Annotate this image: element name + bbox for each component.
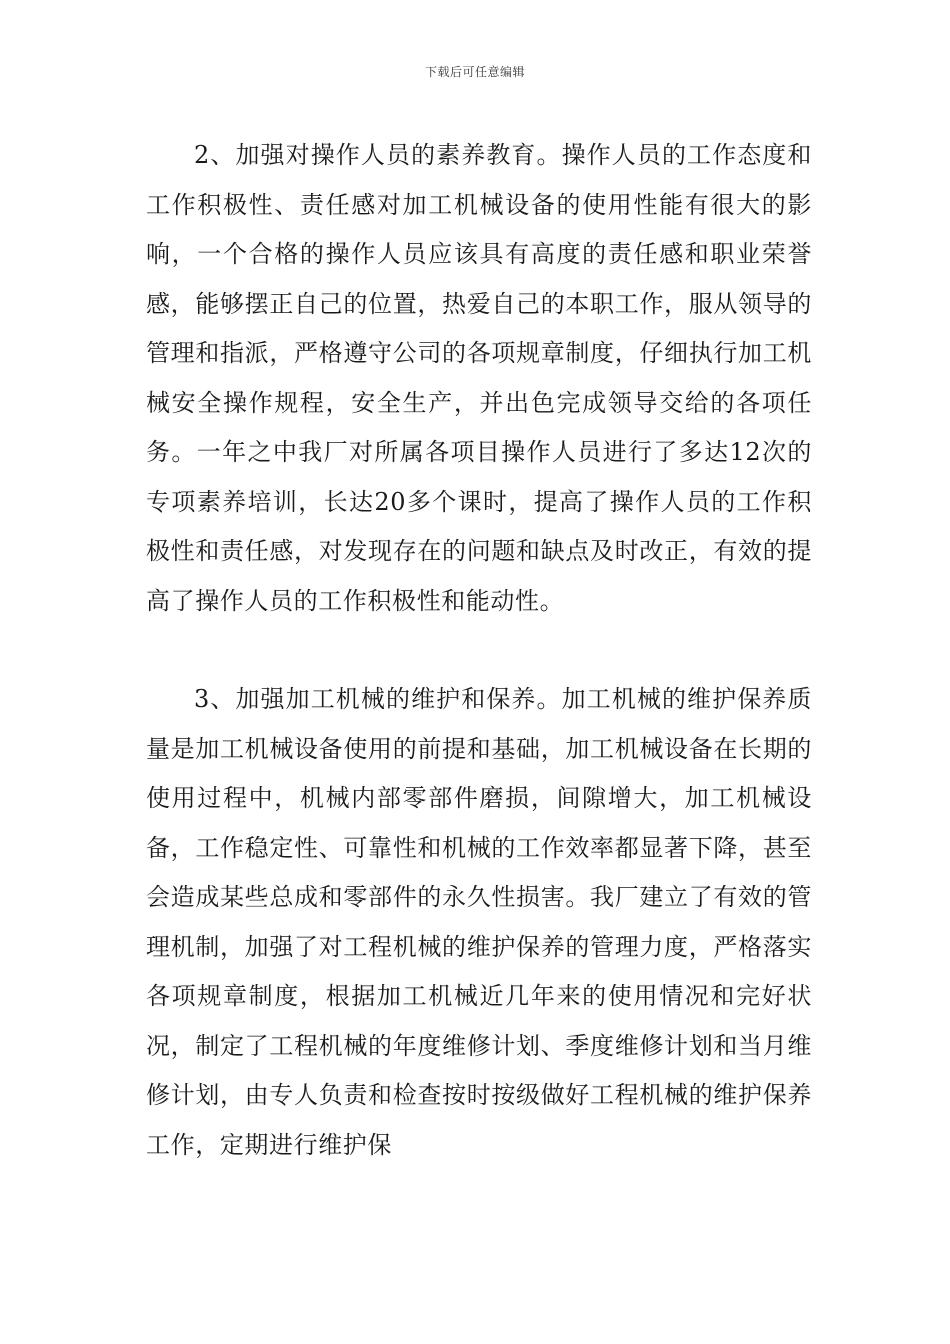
paragraph-2: 2、加强对操作人员的素养教育。操作人员的工作态度和工作积极性、责任感对加工机械设备的使用性能有很大的影响，一个合格的操作人员应该具有高度的责任感和职业荣誉感，能够摆正自己的位置，热爱自己的本职工作，服从领导的管理和指派，严格遵守公司的各项规章制度，仔细执行加工机械安全操作规程，安全生产，并出色完成领导交给的各项任务。一年之中我厂对所属各项目操作人员进行了多达12次的专项素养培训，长达20多个课时，提高了操作人员的工作积极性和责任感，对发现存在的问题和缺点及时改正，有效的提高了操作人员的工作积极性和能动性。: [146, 141, 812, 615]
document-body: [146, 131, 812, 1170]
page-header: 下载后可任意编辑: [424, 65, 525, 79]
paragraph-3: 3、加强加工机械的维护和保养。加工机械的维护保养质量是加工机械设备使用的前提和基础，加工机械设备在长期的使用过程中，机械内部零部件磨损，间隙增大，加工机械设备，工作稳定性、可靠性和机械的工作效率都显著下降，甚至会造成某些总成和零部件的永久性损害。我厂建立了有效的管理机制，加强了对工程机械的维护保养的管理力度，严格落实各项规章制度，根据加工机械近几年来的使用情况和完好状况，制定了工程机械的年度维修计划、季度维修计划和当月维修计划，由专人负责和检查按时按级做好工程机械的维护保养工作，定期进行维护保: [146, 685, 812, 1159]
